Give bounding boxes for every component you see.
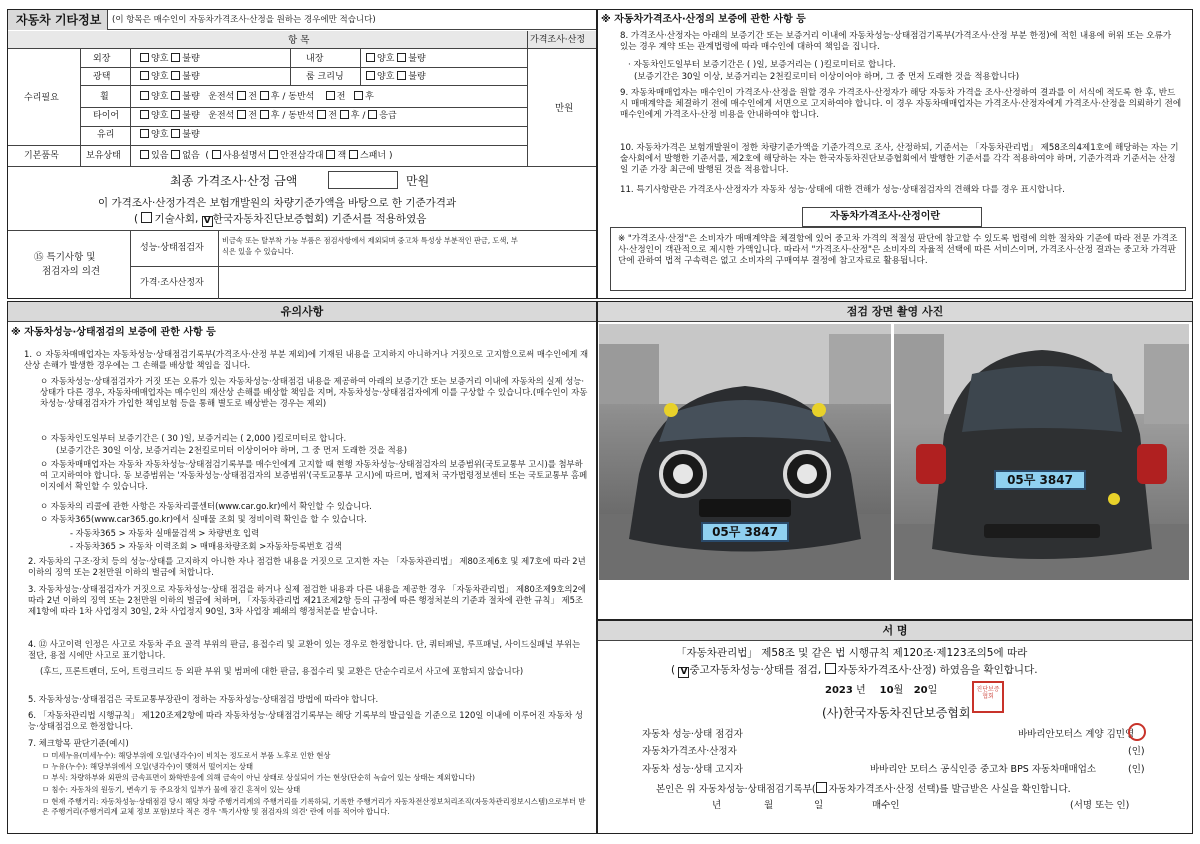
- note-7: 7. 체크항목 판단기준(예시): [28, 738, 129, 748]
- guarantee-item-10: 10. 자동차가격은 보험개발원이 정한 차량기준가액을 기준가격으로 조사, 산정하되, 기준서는 「자동차관리법」 제58조의4제1호에 해당하는 자는 기술사회에서 발행한 기준서를, 제2호에 해당하는 자는 한국자동차진단보증협회에서 발행한 기준서를 각각 적용하여야 하며, 기준가격과 기준서는 산정일 기준 가장 최근에 발행된 것을 적용합니다.: [620, 143, 1179, 176]
- price-header: 가격조사·산정: [530, 35, 586, 45]
- note-1b: ㅇ 자동차성능·상태점검자가 거짓 또는 오류가 있는 자동차성능·상태점검 내용을 제공하여 아래의 보증기간 또는 보증거리 이내에 자동차의 실제 성능·상태가 다른 경우, 자동차매매업자는 매수인의 재산상 손해를 배상할 책임을 지며, 자동차성능·상태점검자에게 이를 구상할 수 있습니다.(매수인이 자동차성능·상태점검자가 가입한 책임보험 등을 통해 별도로 배상받는 경우는 제외): [40, 376, 588, 408]
- notifier-row-mark: (인): [1128, 764, 1145, 775]
- row-interior-label: 내장: [306, 54, 324, 64]
- guarantee-item-8: 8. 가격조사·산정자는 아래의 보증기간 또는 보증거리 이내에 자동차성능·상태점검기록부(가격조사·산정 부분 한정)에 적힌 내용에 허위 또는 오류가 있는 경우 계약 또는 관계법령에 따라 매수인에 대하여 책임을 집니다.: [620, 31, 1172, 53]
- row-glass-options: 양호 불량: [140, 129, 200, 141]
- signature-header-bar: [598, 621, 1192, 641]
- manwon-label: 만원: [555, 103, 574, 114]
- receipt-month: 월: [764, 800, 774, 811]
- checkbox[interactable]: [171, 71, 180, 80]
- checkbox[interactable]: [354, 91, 363, 100]
- item-header: 항 목: [288, 35, 310, 46]
- checkbox[interactable]: [140, 91, 149, 100]
- checkbox-checked[interactable]: V: [202, 216, 213, 227]
- note-5: 5. 자동차성능·상태점검은 국토교통부장관이 정하는 자동차성능·상태점검 방법에 따라야 합니다.: [28, 694, 379, 704]
- buyer-sign: (서명 또는 인): [1070, 800, 1130, 811]
- row-tire-options: 양호 불량 운전석 전 후 / 동반석 전 후 / 응급: [140, 110, 397, 122]
- receipt-year: 년: [712, 800, 722, 811]
- signature-line-1: 「자동차관리법」 제58조 및 같은 법 시행규칙 제120조·제123조의5에 따라: [676, 647, 1028, 659]
- basis-line-1: 이 가격조사·산정가격은 보험개발원의 차량기준가액을 바탕으로 한 기준가격과: [98, 197, 457, 209]
- row-tire-label: 타이어: [93, 111, 120, 121]
- checkbox[interactable]: [171, 150, 180, 159]
- checkbox[interactable]: [326, 91, 335, 100]
- row-cleaning-label: 룸 크리닝: [306, 72, 344, 82]
- buyer-label: 매수인: [872, 800, 900, 811]
- row-wheel-options: 양호 불량 운전석 전 후 / 동반석 전 후: [140, 91, 374, 103]
- basic-label: 기본품목: [24, 151, 59, 161]
- checkbox[interactable]: [326, 150, 335, 159]
- photo-header: 점검 장면 촬영 사진: [846, 305, 944, 318]
- row-interior-options: 양호 불량: [366, 53, 426, 65]
- notes-title: ※ 자동차성능·상태점검의 보증에 관한 사항 등: [11, 327, 216, 338]
- checkbox[interactable]: [816, 782, 827, 793]
- checkbox[interactable]: [140, 110, 149, 119]
- checkbox[interactable]: [397, 53, 406, 62]
- row-exterior-options: 양호 불량: [140, 53, 200, 65]
- note-1e: ㅇ 자동차매매업자는 자동차 자동차성능·상태점검기록부를 매수인에게 고지할 때 현행 자동차성능·상태점검자의 보증범위(국토교통부 고시)를 첨부하여 고지하여야 합니다. 동 보증범위는 '자동차성능·상태점검자의 보증범위'(국토교통부 고시)에 따르며, 법제처 국가법령정보센터 또는 국토교통부 홈페이지에서 확인할 수 있습니다.: [40, 459, 588, 491]
- checkbox[interactable]: [171, 91, 180, 100]
- retain-label: 보유상태: [86, 151, 121, 161]
- inspector-row-label: 자동차 성능·상태 점검자: [642, 729, 743, 740]
- price-guarantee-title: ※ 자동차가격조사·산정의 보증에 관한 사항 등: [601, 14, 806, 25]
- front-car-photo: [599, 324, 891, 580]
- note-1g: ㅇ 자동차365(www.car365.go.kr)에서 실매물 조회 및 정비이력 확인을 할 수 있습니다.: [40, 514, 367, 524]
- row-glass-label: 유리: [97, 130, 115, 140]
- checkbox[interactable]: [368, 110, 377, 119]
- guarantee-item-9: 9. 자동차매매업자는 매수인이 가격조사·산정을 원할 경우 가격조사·산정자가 해당 자동차 가격을 조사·산정하여 결과를 이 서식에 적도록 한 후, 반드시 매매계약을 체결하기 전에 매수인에게 서면으로 고지하여야 합니다. 이 경우 자동차매매업자는 가격조사·산정자에게 가격조사·산정을 의뢰하기 전에 매수인에게 가격조사·산정 비용을 안내하여야 합니다.: [620, 88, 1182, 121]
- row-wheel-label: 휠: [100, 92, 109, 102]
- note-7d: ㅁ 침수: 자동차의 원동기, 변속기 등 주요장치 일부가 물에 잠긴 흔적이 있는 상태: [42, 785, 301, 794]
- price-row-label: 자동차가격조사·산정자: [642, 746, 737, 757]
- checkbox[interactable]: [212, 150, 221, 159]
- rear-car-illustration: [894, 324, 1189, 580]
- checkbox[interactable]: [349, 150, 358, 159]
- final-price-label: 최종 가격조사·산정 금액: [170, 174, 298, 188]
- row-gloss-options: 양호 불량: [140, 71, 200, 83]
- note-1d: (보증기간은 30일 이상, 보증거리는 2천킬로미터 이상이어야 하며, 그 중 먼저 도래한 것을 적용): [56, 445, 408, 455]
- row-gloss-label: 광택: [93, 72, 111, 82]
- notifier-row-label: 자동차 성능·상태 고지자: [642, 764, 743, 775]
- basis-line-2: ( 기술사회, V 한국자동차진단보증협회) 기준서를 적용하였음: [134, 213, 427, 226]
- checkbox[interactable]: [140, 129, 149, 138]
- row-exterior-label: 외장: [93, 54, 111, 64]
- special-label-2: 점검자의 의견: [42, 266, 101, 277]
- checkbox[interactable]: [237, 110, 246, 119]
- guarantee-item-8-note: (보증기간은 30일 이상, 보증거리는 2천킬로미터 이상이어야 하며, 그 중 먼저 도래한 것을 적용합니다): [634, 72, 1020, 82]
- receipt-day: 일: [814, 800, 824, 811]
- checkbox[interactable]: [171, 110, 180, 119]
- checkbox[interactable]: [237, 91, 246, 100]
- rear-license-plate: 05무 3847: [994, 470, 1086, 490]
- note-7b: ㅁ 누유(누수): 해당부위에서 오일(냉각수)이 맺혀서 떨어지는 상태: [42, 762, 254, 771]
- other-info-title: 자동차 기타정보: [16, 13, 102, 27]
- row-cleaning-options: 양호 불량: [366, 71, 426, 83]
- checkbox[interactable]: [397, 71, 406, 80]
- note-7e: ㅁ 현재 주행거리: 자동차성능·상태점검 당시 해당 차량 주행거리계의 주행거리를 기록하되, 기록한 주행거리가 자동차전산정보처리조직(자동차관리정보시스템)으로부터 받은 주행거리(주행거리계 교체 정보 포함)보다 적은 경우 '특기사항 및 점검자의 의견' 란에 이를 적어야 합니다.: [42, 797, 586, 816]
- signature-line-2: ( V 중고자동차성능·상태를 점검, 자동차가격조사·산정) 하였음을 확인합니다.: [671, 664, 1038, 677]
- price-inspector-label: 가격·조사산정자: [140, 278, 204, 288]
- other-info-title-note: (이 항목은 매수인이 자동차가격조사·산정을 원하는 경우에만 적습니다): [112, 15, 376, 25]
- final-price-unit: 만원: [406, 174, 430, 188]
- note-7c: ㅁ 부식: 차량하부와 외판의 금속표면이 화학반응에 의해 금속이 아닌 상태로 상실되어 가는 현상(단순히 녹슬어 있는 상태는 제외합니다): [42, 773, 475, 782]
- photo-header-bar: [598, 302, 1192, 322]
- receipt-line: 본인은 위 자동차성능·상태점검기록부( 자동차가격조사·산정 선택)를 발급받은 사실을 확인합니다.: [656, 784, 1071, 795]
- checkbox[interactable]: [825, 663, 836, 674]
- note-1h: - 자동차365 > 자동차 실매물검색 > 차량번호 입력: [70, 528, 260, 538]
- notes-header-bar: [8, 302, 596, 322]
- notifier-row-value: 바바리안 모터스 공식인증 중고차 BPS 자동차매매업소: [870, 764, 1097, 775]
- checkbox-checked[interactable]: V: [678, 667, 689, 678]
- association-seal: 진단보증협회: [972, 681, 1004, 713]
- inspector-seal: [1128, 723, 1146, 741]
- checkbox[interactable]: [317, 110, 326, 119]
- note-2: 2. 자동차의 구조·장치 등의 성능·상태를 고지하지 아니한 자나 점검한 내용을 거짓으로 고지한 자는 「자동차관리법」 제80조제6호 및 제7호에 따라 2년 이하의 징역 또는 2천만원 이하의 벌금에 처합니다.: [28, 556, 586, 577]
- repair-label: 수리필요: [24, 93, 59, 103]
- checkbox[interactable]: [260, 91, 269, 100]
- guarantee-item-8-period: · 자동차인도일부터 보증기간은 ( )일, 보증거리는 ( )킬로미터로 합니다.: [628, 60, 896, 70]
- signature-header: 서 명: [882, 624, 908, 637]
- note-6: 6. 「자동차관리법 시행규칙」 제120조제2항에 따라 자동차성능·상태점검기록부는 해당 기록부의 발급일을 기준으로 120일 이내에 이루어진 자동차 성능·상태점검으로 한정합니다.: [28, 710, 584, 731]
- note-1f: ㅇ 자동차의 리콜에 관한 사항은 자동차리콜센터(www.car.go.kr)에서 확인할 수 있습니다.: [40, 501, 372, 511]
- checkbox[interactable]: [140, 71, 149, 80]
- checkbox[interactable]: [260, 110, 269, 119]
- checkbox[interactable]: [340, 110, 349, 119]
- inspector-row-value: 바바리안모터스 계양 김민영: [1018, 729, 1135, 740]
- association-name: (사)한국자동차진단보증협회: [822, 706, 971, 720]
- checkbox[interactable]: [141, 212, 152, 223]
- signature-date: 2023 년 10월 20일: [825, 685, 938, 696]
- guarantee-item-11: 11. 특기사항란은 가격조사·산정자가 자동차 성능·상태에 대한 견해가 성능·상태점검자의 견해와 다를 경우 표시합니다.: [620, 185, 1065, 195]
- notes-header: 유의사항: [280, 305, 324, 318]
- checkbox[interactable]: [140, 150, 149, 159]
- checkbox[interactable]: [171, 53, 180, 62]
- note-3: 3. 자동차성능·상태점검자가 거짓으로 자동차성능·상태 점검을 하거나 실제 점검한 내용과 다른 내용을 제공한 경우 「자동차관리법」 제80조제9호의2에 따라 2년 이하의 징역 또는 2천만원 이하의 벌금에 처하며, 「자동차관리법 제21조제2항 등의 규정에 따른 행정처분의 기준과 절차에 관한 규칙」 제5조제1항에 따라 1차 사업정지 30일, 2차 사업정지 90일, 3차 사업장 폐쇄의 행정처분을 받습니다.: [28, 584, 586, 616]
- note-1: 1. ㅇ 자동차매매업자는 자동차성능·상태점검기록부(가격조사·산정 부분 제외)에 기재된 내용을 고지하지 아니하거나 거짓으로 고지함으로써 매수인에게 재산상 손해가 발생한 경우에는 그 손해를 배상할 책임을 집니다.: [24, 349, 589, 370]
- checkbox[interactable]: [140, 53, 149, 62]
- checkbox[interactable]: [171, 129, 180, 138]
- checkbox[interactable]: [366, 53, 375, 62]
- note-4b: (후드, 프론트펜더, 도어, 트렁크리드 등 외판 부위 및 범퍼에 대한 판금, 용접수리 및 교환은 단순수리로서 사고에 포함되지 않습니다): [40, 666, 524, 676]
- price-row-mark: (인): [1128, 746, 1145, 757]
- price-definition-text: ※ "가격조사·산정"은 소비자가 매매계약을 체결함에 있어 중고차 가격의 적절성 판단에 참고할 수 있도록 법령에 의한 절차와 기준에 따라 전문 가격조사·산정인이 객관적으로 제시한 가액입니다. 따라서 "가격조사·산정"은 소비자의 자율적 선택에 따른 서비스이며, 가격조사·산정 결과는 중고차 가격판단에 관하여 법적 구속력은 없고 소비자의 구매여부 결정에 참고자료로 활용됩니다.: [618, 234, 1178, 267]
- rear-car-photo: [894, 324, 1189, 580]
- note-4: 4. ⑫ 사고이력 인정은 사고로 자동차 주요 골격 부위의 판금, 용접수리 및 교환이 있는 경우로 한정합니다. 단, 쿼터패널, 루프패널, 사이드실패널 부위는 절단, 용접 시에만 사고로 표기합니다.: [28, 639, 581, 660]
- inspector-text-2: 식은 있을 수 있습니다.: [222, 247, 294, 256]
- note-7a: ㅁ 미세누유(미세누수): 해당부위에 오일(냉각수)이 비치는 정도로서 부품 노후로 인한 현상: [42, 751, 331, 760]
- note-1i: - 자동차365 > 자동차 이력조회 > 매매용차량조회 >자동차등록번호 검색: [70, 541, 342, 551]
- price-definition-title: 자동차가격조사·산정이란: [830, 211, 941, 222]
- final-price-input[interactable]: [328, 171, 398, 189]
- note-1c: ㅇ 자동차인도일부터 보증기간은 ( 30 )일, 보증거리는 ( 2,000 )킬로미터로 합니다.: [40, 433, 347, 443]
- special-label-1: ⑮ 특기사항 및: [34, 252, 96, 263]
- checkbox[interactable]: [269, 150, 278, 159]
- inspector-label: 성능·상태점검자: [140, 243, 204, 253]
- checkbox[interactable]: [366, 71, 375, 80]
- retain-options: 있음 없음 ( 사용설명서 안전삼각대 잭 스패너 ): [140, 150, 393, 162]
- inspector-text-1: 비금속 또는 탈부착 가능 부품은 점검사항에서 제외되며 중고차 특성상 부분적인 판금, 도색, 부: [222, 236, 518, 245]
- front-license-plate: 05무 3847: [701, 522, 789, 542]
